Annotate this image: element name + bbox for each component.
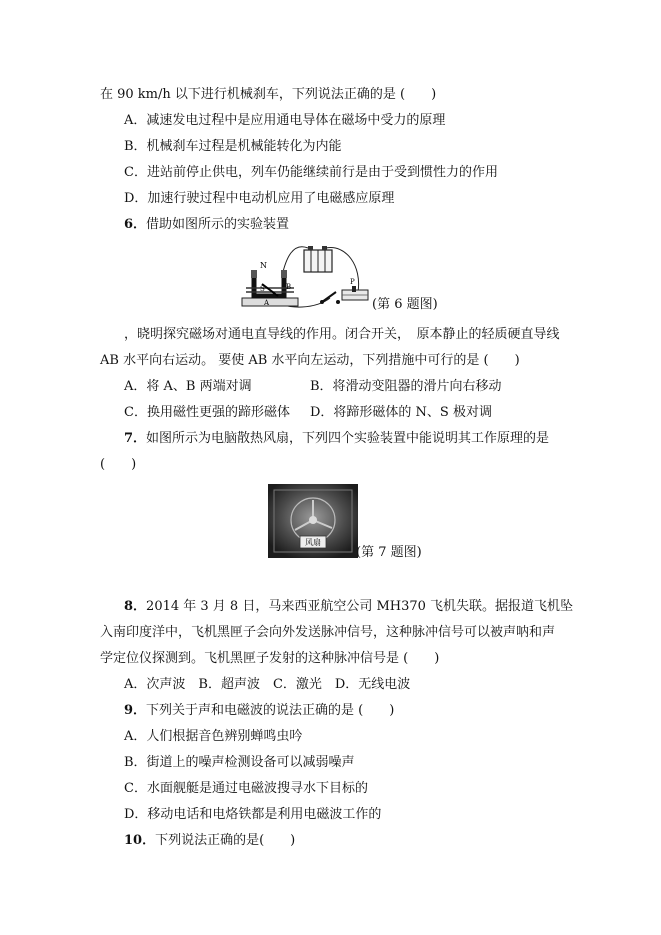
q6-stem — [124, 216, 289, 234]
q7-stem-line2: ( ) — [100, 457, 137, 472]
q7-stem — [124, 430, 549, 448]
label-p: P — [350, 278, 355, 286]
q8-stem — [124, 598, 573, 616]
q5-stem: 在 90 km/h 以下进行机械刹车，下列说法正确的是 ( ) — [100, 87, 437, 102]
q9-option-c: C．水面舰艇是通过电磁波搜寻水下目标的 — [124, 781, 368, 796]
q6-option-c: C．换用磁性更强的蹄形磁体 — [124, 405, 290, 420]
label-s: S — [260, 285, 265, 293]
fan-label: 风扇 — [305, 538, 321, 547]
q6-option-a: A．将 A、B 两端对调 — [124, 379, 252, 394]
label-n: N — [260, 261, 267, 270]
q8-stem-line3: 学定位仪探测到。飞机黑匣子发射的这种脉冲信号是 ( ) — [100, 651, 440, 666]
q7-figure — [268, 484, 358, 558]
q6-stem-line1: 借助如图所示的实验装置 — [146, 217, 290, 232]
q6-option-b: B．将滑动变阻器的滑片向右移动 — [310, 379, 502, 394]
q6-figure — [238, 242, 384, 312]
q7-number: 7． — [124, 431, 147, 446]
q9-stem-text: 下列关于声和电磁波的说法正确的是 ( ) — [146, 703, 395, 718]
q8-number: 8． — [124, 599, 147, 614]
q9-option-b: B．街道上的噪声检测设备可以减弱噪声 — [124, 755, 355, 770]
q6-stem-line3: AB 水平向右运动。 要使 AB 水平向左运动，下列措施中可行的是 ( ) — [100, 353, 520, 368]
q6-stem-line2: ，晓明探究磁场对通电直导线的作用。闭合开关， 原本静止的轻质硬直导线 — [124, 327, 560, 342]
q5-option-d: D．加速行驶过程中电动机应用了电磁感应原理 — [124, 191, 395, 206]
q7-stem-line1: 如图所示为电脑散热风扇，下列四个实验装置中能说明其工作原理的是 — [146, 431, 550, 446]
q5-option-a: A．减速发电过程中是应用通电导体在磁场中受力的原理 — [124, 113, 446, 128]
label-a: A — [264, 299, 270, 307]
q6-option-d: D．将蹄形磁体的 N、S 极对调 — [310, 405, 492, 420]
q10-stem — [124, 832, 295, 850]
q10-stem-text: 下列说法正确的是( ) — [155, 833, 296, 848]
q9-option-a: A．人们根据音色辨别蝉鸣虫吟 — [124, 729, 303, 744]
q8-stem-line2: 入南印度洋中，飞机黑匣子会向外发送脉冲信号，这种脉冲信号可以被声呐和声 — [100, 625, 556, 640]
q6-number: 6． — [124, 217, 147, 232]
q8-options: A．次声波 B．超声波 C．激光 D．无线电波 — [124, 677, 411, 692]
q10-number: 10． — [124, 833, 156, 848]
label-b: B — [286, 283, 292, 291]
switch-icon — [322, 292, 336, 302]
q6-figure-caption: (第 6 题图) — [372, 297, 438, 312]
q8-stem-line1: 2014 年 3 月 8 日，马来西亚航空公司 MH370 飞机失联。据报道飞机坠 — [146, 599, 574, 614]
q7-figure-caption: (第 7 题图) — [356, 545, 422, 560]
q9-number: 9． — [124, 703, 147, 718]
q9-option-d: D．移动电话和电烙铁都是利用电磁波工作的 — [124, 807, 382, 822]
q9-stem — [124, 702, 394, 720]
q5-option-c: C．进站前停止供电，列车仍能继续前行是由于受到惯性力的作用 — [124, 165, 498, 180]
q5-option-b: B．机械刹车过程是机械能转化为内能 — [124, 139, 342, 154]
